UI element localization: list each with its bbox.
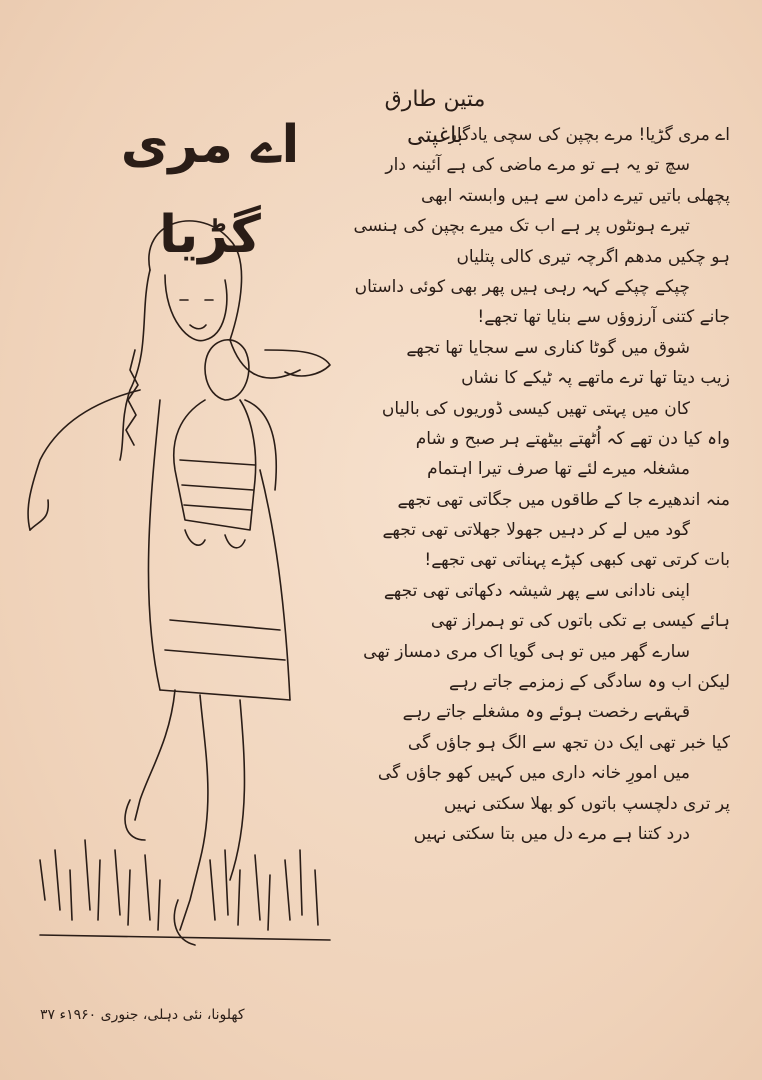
poem-line: لیکن اب وہ سادگی کے زمزمے جاتے رہے [449,672,730,693]
poem-line: بات کرتی تھی کبھی کپڑے پہناتی تھی تجھے! [424,550,730,571]
poem-line: درد کتنا ہے مرے دل میں بتا سکتی نہیں [413,823,690,844]
poem-line: کان میں پہتی تھیں کیسی ڈوریوں کی بالیاں [381,398,690,419]
poem-line: ہو چکیں مدھم اگرچہ تیری کالی پتلیاں [456,246,730,267]
poem-line: پچھلی باتیں تیرے دامن سے ہیں وابستہ ابھی [420,185,730,206]
poem-line: تیرے ہونٹوں پر ہے اب تک میرے بچپن کی ہنسی [353,216,690,237]
poem-line: قہقہے رخصت ہوئے وہ مشغلے جاتے رہے [402,702,690,723]
poem-line: منہ اندھیرے جا کے طاقوں میں جگاتی تھی تجھے [397,489,730,510]
poem-line: سارے گھر میں تو ہی گویا اک مری دمساز تھی [363,641,690,662]
poem-line: واہ کیا دن تھے کہ اُٹھتے بیٹھتے ہر صبح و شام [415,428,730,449]
poem-line: جانے کتنی آرزوؤں سے بنایا تھا تجھے! [477,307,730,328]
poem-line: مشغلہ میرے لئے تھا صرف تیرا اہتمام [427,459,690,480]
poem-line: زیب دیتا تھا ترے ماتھے پہ ٹیکے کا نشاں [461,368,730,389]
poem-line: شوق میں گوٹا کناری سے سجایا تھا تجھے [406,337,690,358]
poem-line: میں امورِ خانہ داری میں کہیں کھو جاؤں گی [377,763,690,784]
poem-line: اے مری گڑیا! مرے بچپن کی سچی یادگار [448,125,730,145]
poem-author: متین طارق باغپتی [384,87,486,148]
poem-line: اپنی نادانی سے پھر شیشہ دکھاتی تھی تجھے [383,580,690,601]
poem-line: پر تری دلچسپ باتوں کو بھلا سکتی نہیں [443,793,730,814]
poem-line: کیا خبر تھی ایک دن تجھ سے الگ ہو جاؤں گی [407,732,730,753]
poem-line: چپکے چپکے کہہ رہی ہیں پھر بھی کوئی داستاں [354,276,690,297]
poem-title: اے مری گڑیا [120,115,300,265]
poem-line: گود میں لے کر دہیں جھولا جھلاتی تھی تجھے [382,520,690,541]
girl-with-doll-illustration [0,200,350,980]
page-footer: کھلونا، نئی دہلی، جنوری ۱۹۶۰ء ۳۷ [40,1007,245,1023]
poem-body [330,120,730,1000]
poem-line: سچ تو یہ ہے تو مرے ماضی کی ہے آئینہ دار [385,155,690,176]
poem-line: ہائے کیسی بے تکی باتوں کی تو ہمراز تھی [430,611,730,632]
